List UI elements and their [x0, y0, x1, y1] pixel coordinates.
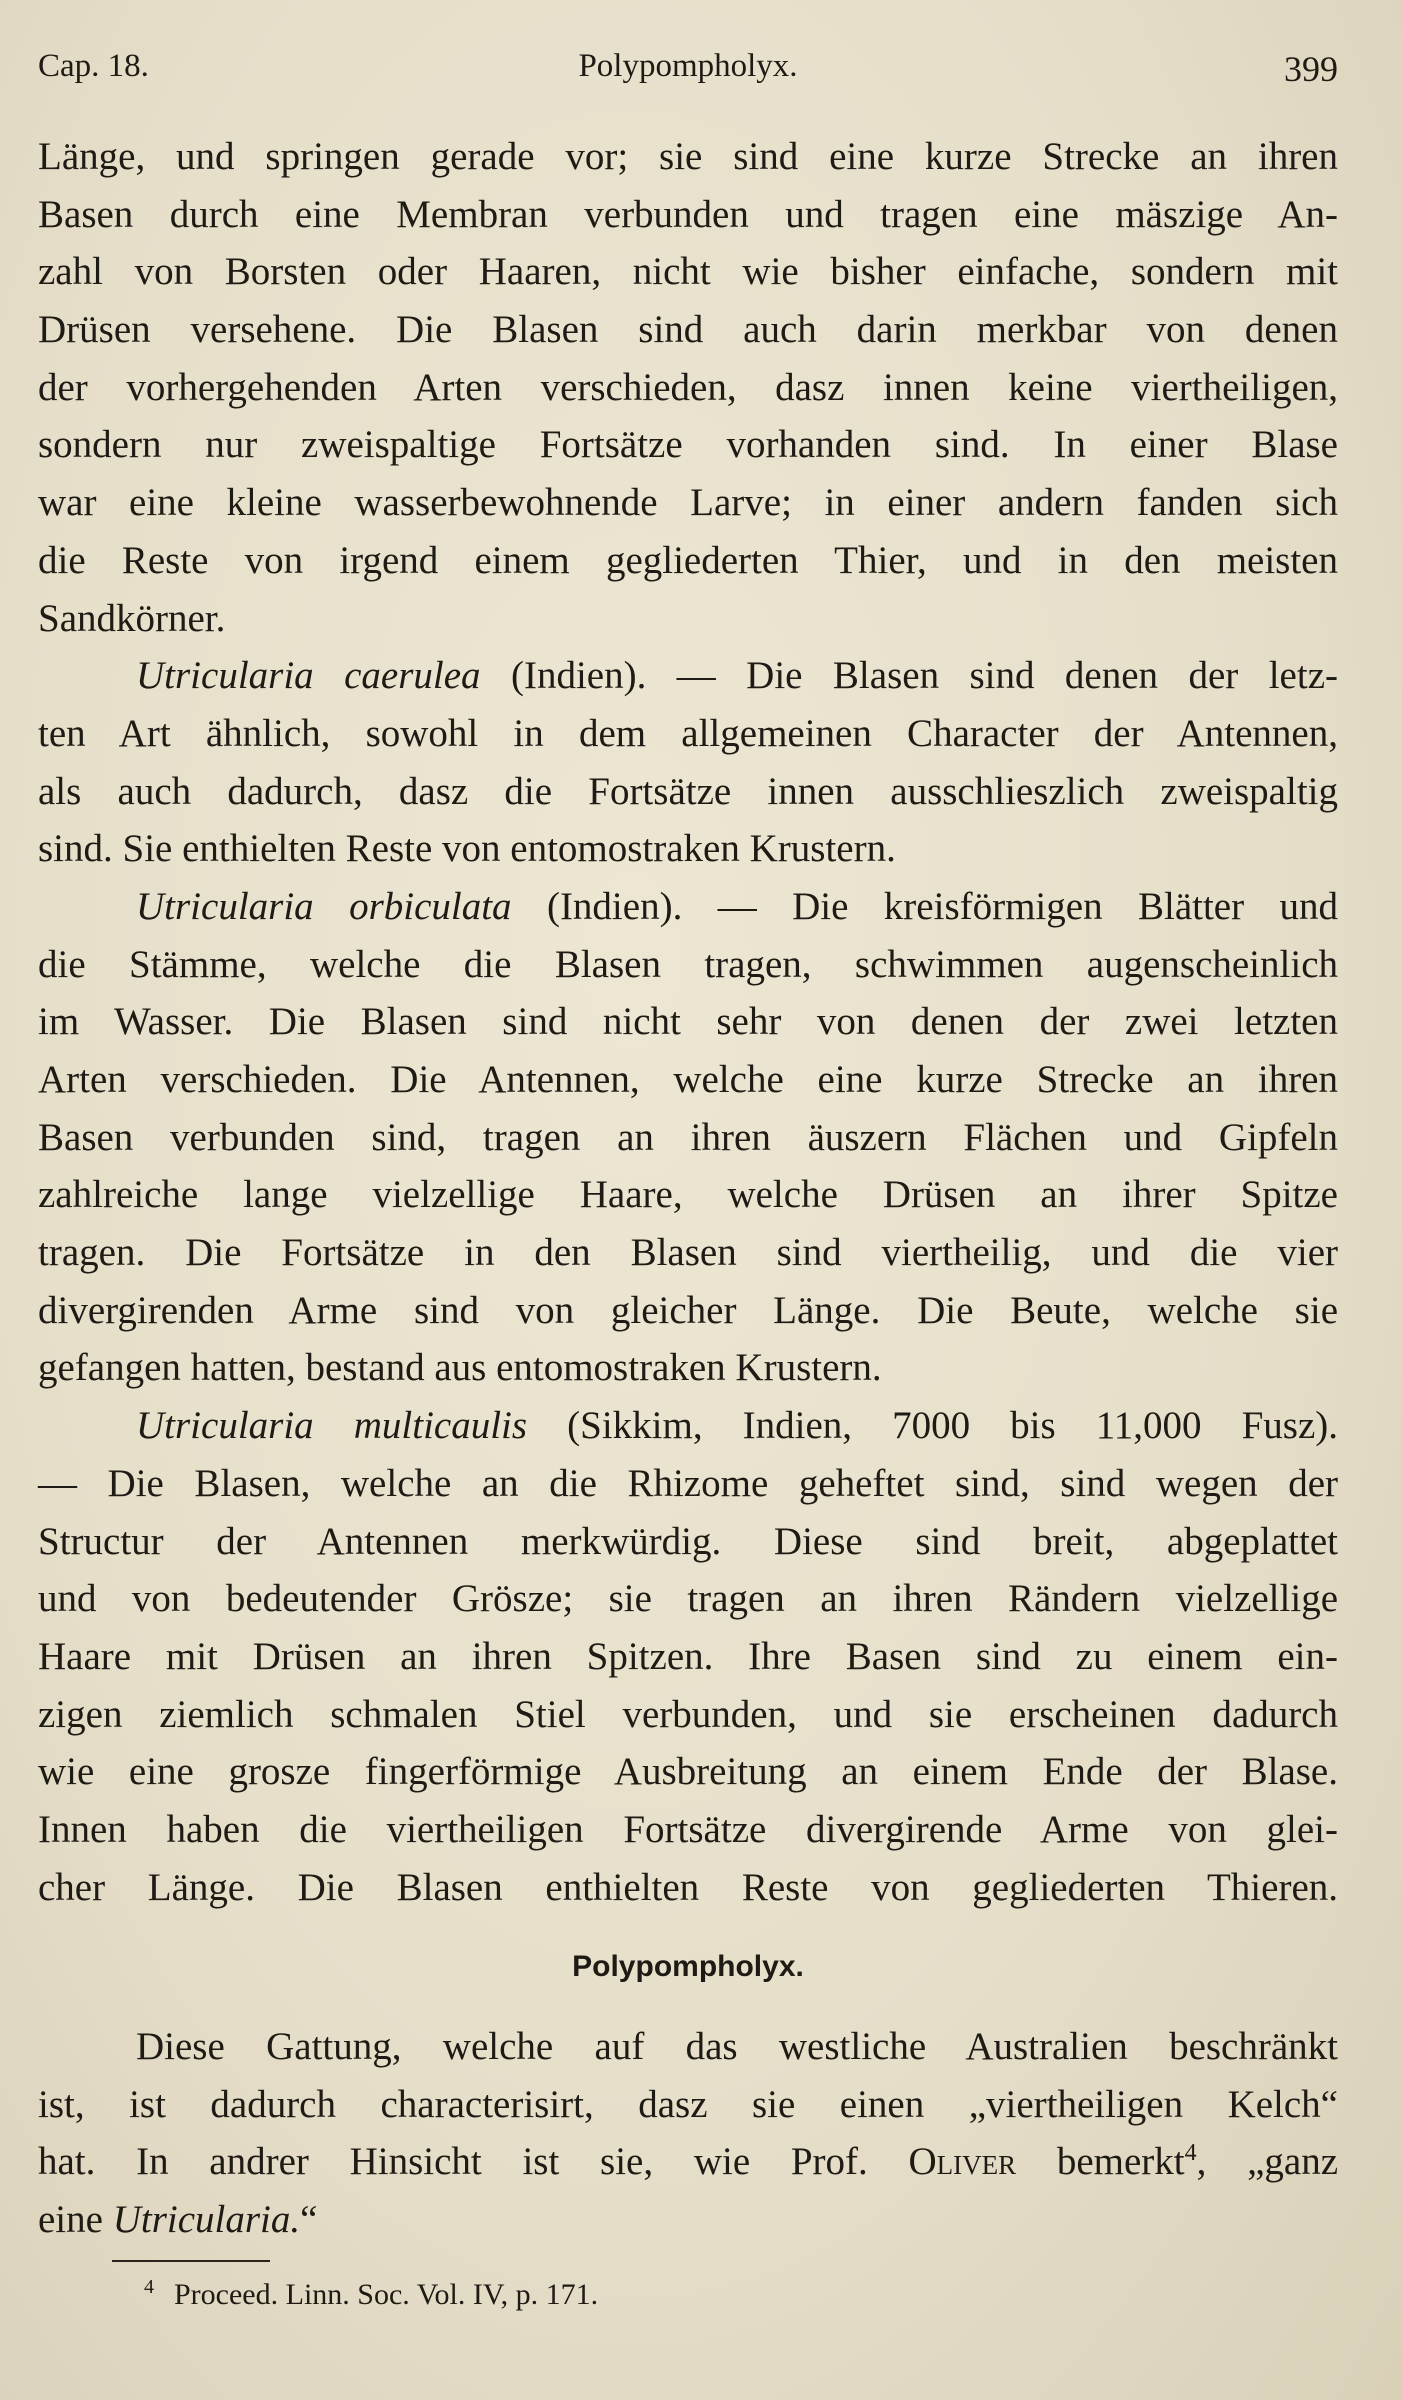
text-line: divergirenden Arme sind von gleicher Länge. Die Beute, welche sie — [38, 1288, 1338, 1332]
text-line: Arten verschieden. Die Antennen, welche eine kurze Strecke an ihren — [38, 1058, 1338, 1101]
text-line: Basen verbunden sind, tragen an ihren äuszern Flächen und Gipfeln — [38, 1115, 1338, 1159]
text-line: cher Länge. Die Blasen enthielten Reste von gegliederten Thieren. — [38, 1865, 1338, 1909]
text-line: — Die Blasen, welche an die Rhizome geheftet sind, sind wegen der — [38, 1461, 1338, 1505]
footnote-number: 4 — [144, 2276, 154, 2298]
section-heading: Polypompholyx. — [572, 1950, 804, 1984]
text-line: Haare mit Drüsen an ihren Spitzen. Ihre Basen sind zu einem ein- — [38, 1634, 1338, 1678]
text-line: die Stämme, welche die Blasen tragen, schwimmen augenscheinlich — [38, 942, 1338, 986]
paragraph-first-line: Diese Gattung, welche auf das westliche Australien beschränkt — [136, 2025, 1338, 2068]
text-line: der vorhergehenden Arten verschieden, dasz innen keine viertheiligen, — [38, 365, 1338, 409]
section-gap — [38, 1916, 1338, 1938]
genus-name: Utricularia. — [112, 2198, 301, 2242]
text-line: sind. Sie enthielten Reste von entomostraken Krustern. — [38, 827, 896, 871]
text-line: Basen durch eine Membran verbunden und tragen eine mäszige An- — [38, 192, 1338, 236]
text-line: ten Art ähnlich, sowohl in dem allgemeinen Character der Antennen, — [38, 711, 1338, 755]
text-line: als auch dadurch, dasz die Fortsätze innen ausschlieszlich zweispaltig — [38, 769, 1338, 813]
species-name: Utricularia caerulea — [136, 654, 481, 698]
paragraph-first-line: Utricularia multicaulis (Sikkim, Indien, 7000 bis 11,000 Fusz). — [136, 1404, 1339, 1448]
running-title: Polypompholyx. — [578, 48, 798, 84]
text-line: zigen ziemlich schmalen Stiel verbunden, und sie erscheinen dadurch — [38, 1692, 1338, 1736]
text-line: Structur der Antennen merkwürdig. Diese sind breit, abgeplattet — [38, 1519, 1338, 1563]
text-line: die Reste von irgend einem gegliederten Thier, und in den meisten — [38, 538, 1338, 582]
footnote — [144, 2276, 598, 2312]
footnote-rule — [112, 2260, 270, 2262]
page-number: 399 — [1284, 49, 1338, 89]
species-name: Utricularia orbiculata — [136, 884, 512, 928]
paragraph-first-line: Utricularia caerulea (Indien). — Die Blasen sind denen der letz- — [136, 654, 1338, 698]
text-line: gefangen hatten, bestand aus entomostraken Krustern. — [38, 1346, 882, 1390]
text-line: war eine kleine wasserbewohnende Larve; in einer andern fanden sich — [38, 481, 1338, 525]
author-name: Oliver — [908, 2140, 1017, 2184]
text-line: hat. In andrer Hinsicht ist sie, wie Prof. Oliver bemerkt$^4$, „ganz — [38, 2140, 1339, 2184]
text-line: eine Utricularia.“ — [38, 2198, 318, 2242]
text-line: ist, ist dadurch characterisirt, dasz sie einen „viertheiligen Kelch“ — [38, 2082, 1338, 2126]
text-line: zahlreiche lange vielzellige Haare, welche Drüsen an ihrer Spitze — [38, 1173, 1338, 1217]
paragraph-first-line: Utricularia orbiculata (Indien). — Die kreisförmigen Blätter und — [136, 884, 1338, 928]
text-line: sondern nur zweispaltige Fortsätze vorhanden sind. In einer Blase — [38, 423, 1338, 467]
running-header — [38, 48, 1338, 108]
text-line: im Wasser. Die Blasen sind nicht sehr von denen der zwei letzten — [38, 1000, 1338, 1044]
text-line: Innen haben die viertheiligen Fortsätze divergirende Arme von glei- — [38, 1807, 1338, 1851]
species-name: Utricularia multicaulis — [136, 1404, 528, 1448]
text-line: wie eine grosze fingerförmige Ausbreitung an einem Ende der Blase. — [38, 1750, 1338, 1794]
text-line: Länge, und springen gerade vor; sie sind eine kurze Strecke an ihren — [38, 135, 1338, 178]
text-line: und von bedeutender Grösze; sie tragen an ihren Rändern vielzellige — [38, 1577, 1338, 1621]
text-line: Sandkörner. — [38, 596, 226, 640]
text-line: tragen. Die Fortsätze in den Blasen sind viertheilig, und die vier — [38, 1231, 1338, 1275]
footnote-reference: 4 — [1184, 2140, 1197, 2167]
footnote-text: Proceed. Linn. Soc. Vol. IV, p. 171. — [174, 2278, 599, 2311]
body-text — [38, 128, 1338, 2249]
text-line: Drüsen versehene. Die Blasen sind auch darin merkbar von denen — [38, 308, 1338, 352]
section-gap — [38, 1996, 1338, 2018]
chapter-label: Cap. 18. — [38, 48, 149, 84]
text-line: zahl von Borsten oder Haaren, nicht wie bisher einfache, sondern mit — [38, 250, 1338, 294]
